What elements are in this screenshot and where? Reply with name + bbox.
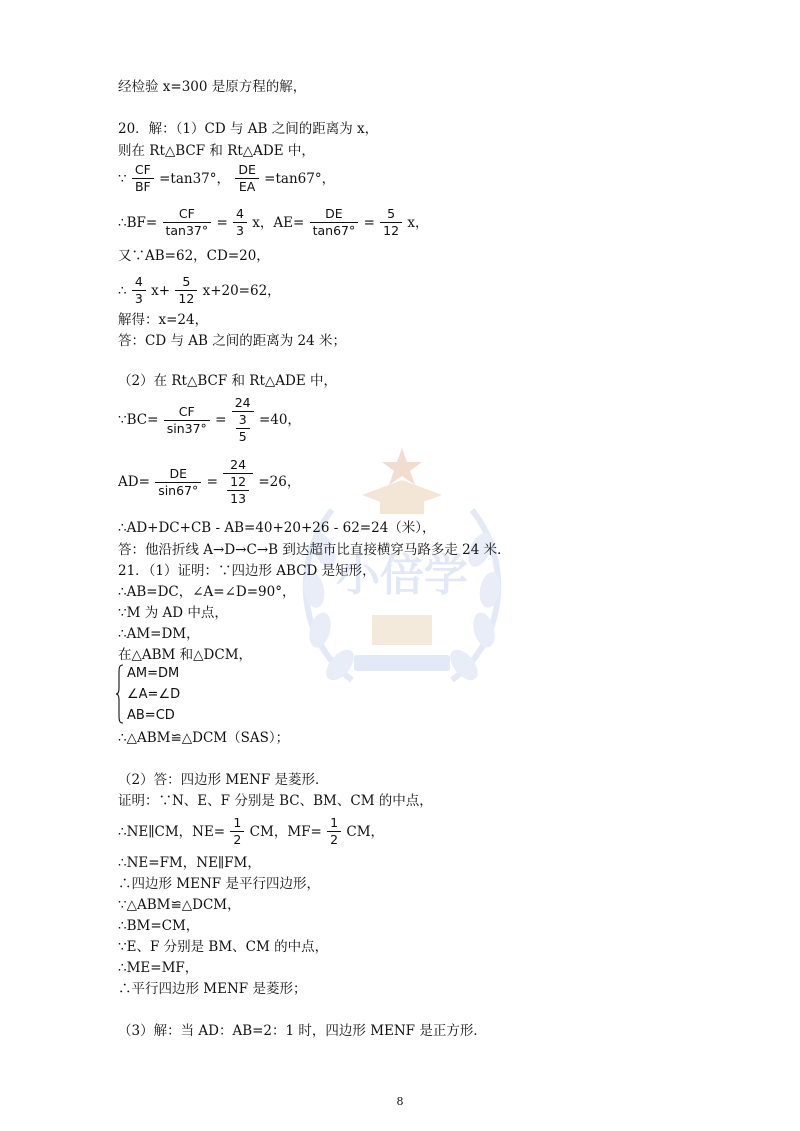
left-brace-icon — [116, 664, 124, 724]
text-line: ∴平行四边形 MENF 是菱形； — [118, 981, 307, 997]
expr: ∴BF= — [118, 214, 158, 231]
page-number: 8 — [396, 1095, 404, 1108]
text-line: 则在 Rt△BCF 和 Rt△ADE 中， — [118, 143, 315, 159]
expr: =tan67°， — [264, 170, 336, 187]
expr: =40， — [258, 412, 301, 428]
symbol: ∴ — [118, 282, 127, 299]
fraction: $\frac{CF}{BF}$ — [132, 162, 154, 195]
subquestion-heading: （3）解：当 AD：AB=2：1 时，四边形 MENF 是正方形． — [118, 1023, 487, 1039]
expr: CM，MF= — [249, 823, 322, 840]
system-row: AM=DM — [127, 666, 180, 681]
text-line: ∵△ABM≌△DCM， — [118, 897, 241, 913]
expr: =tan37°， — [159, 170, 231, 187]
text-line: ∴AM=DM， — [118, 626, 200, 642]
text-line: 经检验 x=300 是原方程的解， — [118, 79, 307, 95]
complex-fraction: $\frac{24}{\frac{12}{13}}$ — [223, 457, 253, 507]
fraction: $\frac{1}{2}$ — [327, 815, 341, 848]
system-row: AB=CD — [127, 708, 175, 723]
fraction: $\frac{DE}{EA}$ — [235, 162, 259, 195]
text-line: ∴ME=MF， — [118, 960, 199, 976]
equation-line — [118, 162, 335, 195]
text-line: ∴四边形 MENF 是平行四边形， — [118, 876, 320, 892]
expr: = — [363, 214, 375, 231]
q20-heading: 20．解：（1）CD 与 AB 之间的距离为 x， — [118, 121, 379, 137]
equation-system — [116, 664, 196, 726]
text-line: 解得：x=24， — [118, 312, 209, 328]
equation-line — [118, 457, 300, 507]
watermark-text: 小倍学 — [336, 550, 468, 601]
expr: = — [215, 412, 227, 428]
fraction: $\frac{4}{3}$ — [132, 274, 146, 307]
equation-line — [118, 395, 301, 445]
text-line: 证明：∵N、E、F 分别是 BC、BM、CM 的中点， — [118, 793, 433, 809]
text-line: ∴△ABM≌△DCM（SAS）； — [118, 730, 290, 746]
equation-line — [118, 206, 429, 239]
text-line: ∴AB=DC，∠A=∠D=90°， — [118, 584, 296, 600]
equation-line — [118, 815, 384, 848]
expr: = — [206, 474, 218, 490]
subquestion-heading: （2）在 Rt△BCF 和 Rt△ADE 中， — [118, 373, 337, 389]
text-line: 又∵AB=62，CD=20， — [118, 248, 270, 264]
expr: x+ — [151, 282, 171, 299]
expr: = — [216, 214, 228, 231]
fraction: $\frac{DE}{\tan 67^\circ}$ — [310, 206, 359, 239]
text-line: 在△ABM 和△DCM， — [118, 647, 253, 663]
expr: AD= — [118, 474, 150, 490]
expr: ∵BC= — [118, 412, 159, 428]
answer-line: 答：CD 与 AB 之间的距离为 24 米； — [118, 333, 346, 349]
expr: ∴NE∥CM，NE= — [118, 823, 226, 840]
expr: x， — [407, 214, 429, 231]
expr: =26， — [258, 474, 301, 490]
complex-fraction: $\frac{24}{\frac{3}{5}}$ — [232, 395, 254, 445]
equation-line — [118, 274, 281, 307]
text-line: ∴BM=CM， — [118, 918, 200, 934]
answer-line: 答：他沿折线 A→D→C→B 到达超市比直接横穿马路多走 24 米． — [118, 542, 511, 558]
fraction: $\frac{DE}{\sin 67^\circ}$ — [155, 466, 201, 499]
text-line: ∴AD+DC+CB - AB=40+20+26 - 62=24（米）， — [118, 520, 436, 536]
fraction: $\frac{CF}{\sin 37^\circ}$ — [164, 404, 210, 437]
fraction: $\frac{5}{12}$ — [175, 274, 197, 307]
fraction: $\frac{4}{3}$ — [233, 206, 247, 239]
fraction: $\frac{1}{2}$ — [230, 815, 244, 848]
fraction: $\frac{5}{12}$ — [380, 206, 402, 239]
symbol: ∵ — [118, 170, 127, 187]
text-line: ∵E、F 分别是 BM、CM 的中点， — [118, 939, 329, 955]
fraction: $\frac{CF}{\tan 37^\circ}$ — [163, 206, 212, 239]
q21-heading: 21．（1）证明：∵四边形 ABCD 是矩形， — [118, 563, 376, 579]
text-line: ∵M 为 AD 中点， — [118, 605, 228, 621]
expr: x+20=62， — [202, 282, 281, 299]
subquestion-heading: （2）答：四边形 MENF 是菱形． — [118, 772, 329, 788]
system-row: ∠A=∠D — [127, 687, 181, 702]
expr: x，AE= — [252, 214, 305, 231]
expr: CM， — [346, 823, 385, 840]
text-line: ∴NE=FM，NE∥FM， — [118, 855, 261, 871]
